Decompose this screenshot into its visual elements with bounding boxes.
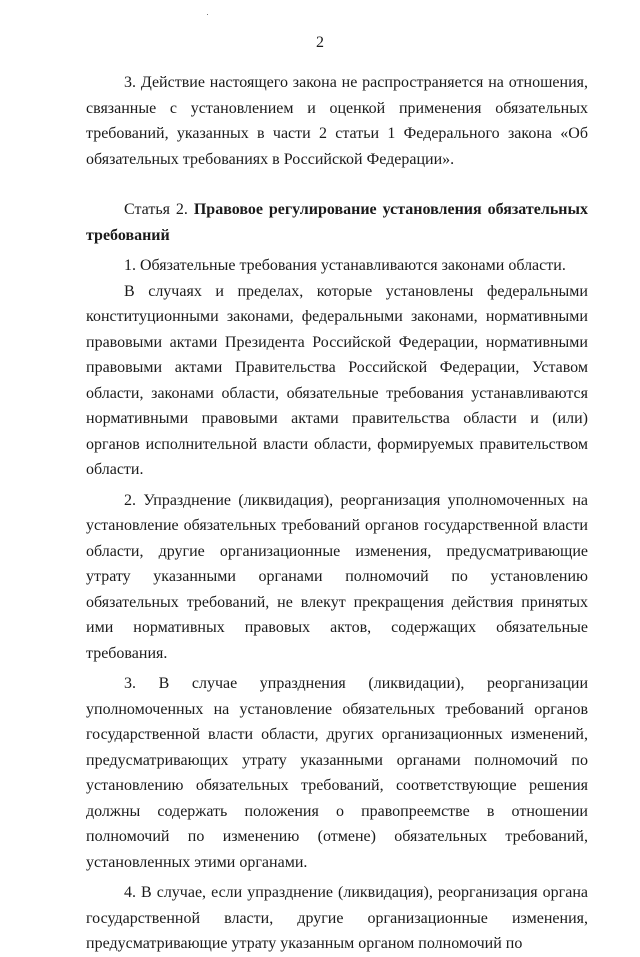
- scan-speck: [207, 14, 208, 15]
- article-2-title: Правовое регулирование установления обязательных требований: [86, 201, 588, 244]
- article-2-heading: [86, 197, 588, 248]
- paragraph-article-2-part-2: 2. Упразднение (ликвидация), реорганизация уполномоченных на установление обязательных требований органов государственной власти области, другие организационные изменения, предусматривающие утрату указанными органами полномочий по установлению обязательных требований, не влекут прекращения действия принятых ими нормативных правовых актов, содержащих обязательные требования.: [86, 491, 588, 662]
- article-2-number: Статья 2.: [124, 201, 194, 218]
- paragraph-article-2-part-3: 3. В случае упразднения (ликвидации), реорганизации уполномоченных на установление обязательных требований органов государственной власти области, других организационных изменений, предусматривающих утрату указанными органами полномочий по установлению обязательных требований, соответствующие решения должны содержать положения о правопреемстве в отношении полномочий по изменению (отмене) обязательных требований, установленных этими органами.: [86, 675, 588, 871]
- paragraph-article-2-part-4: 4. В случае, если упразднение (ликвидация), реорганизация органа государственной власти, другие организационные изменения, предусматривающие утрату указанным органом полномочий по: [86, 884, 588, 952]
- paragraph-article-2-part-1: 1. Обязательные требования устанавливаются законами области.: [124, 257, 566, 274]
- paragraph-1-part-3: 3. Действие настоящего закона не распространяется на отношения, связанные с установлением и оценкой применения обязательных требований, указанных в части 2 статьи 1 Федерального закона «Об обязательных требованиях в Российской Федерации».: [86, 74, 588, 168]
- page-number: 2: [316, 34, 324, 51]
- paragraph-article-2-part-1-cont: В случаях и пределах, которые установлены федеральными конституционными законами, федеральными законами, нормативными правовыми актами Президента Российской Федерации, нормативными правовыми актами Правительства Российской Федерации, Уставом области, законами области, обязательные требования устанавливаются нормативными правовыми актами правительства области и (или) органов исполнительной власти области, формируемых правительством области.: [86, 282, 588, 478]
- document-body: [86, 70, 588, 957]
